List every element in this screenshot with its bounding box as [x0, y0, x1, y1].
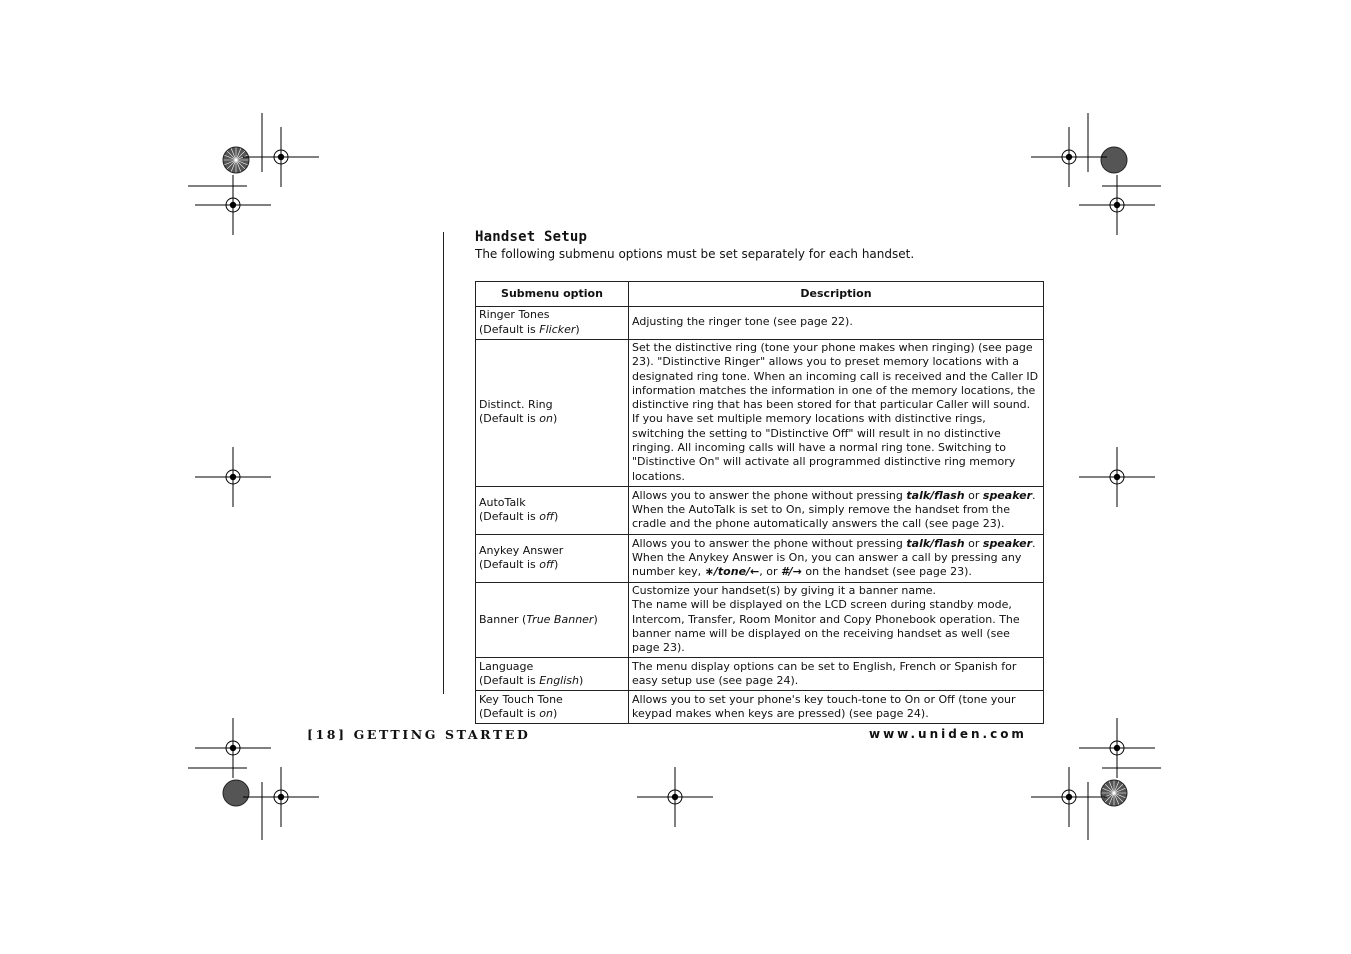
- default-value: off: [539, 509, 554, 523]
- description-cell: Allows you to set your phone's key touch-tone to On or Off (tone your keypad makes when keys are pressed) (see page 24).: [629, 691, 1044, 724]
- default-value: off: [539, 557, 554, 571]
- hash-key-label: #/→: [781, 565, 802, 579]
- description-cell: [629, 486, 1044, 534]
- description-text: , or: [759, 565, 782, 579]
- default-suffix: ): [552, 706, 558, 720]
- option-cell: [476, 658, 629, 691]
- table-row: [476, 340, 1044, 487]
- option-name: Distinct. Ring: [479, 398, 553, 412]
- speaker-key-label: speaker: [982, 488, 1033, 502]
- option-default: [479, 707, 625, 721]
- star-tone-key-label: ∗/tone/←: [704, 565, 760, 579]
- submenu-options-table: [475, 281, 1044, 724]
- option-name: AutoTalk: [479, 495, 526, 509]
- default-prefix: (Default is: [479, 673, 540, 687]
- footer-page-section: [18] GETTING STARTED: [307, 727, 531, 742]
- default-prefix: (Default is: [479, 706, 540, 720]
- intro-text: The following submenu options must be set separately for each handset.: [475, 247, 915, 261]
- table-row: [476, 582, 1044, 657]
- description-cell: [629, 534, 1044, 582]
- default-value: on: [539, 412, 553, 426]
- description-text: or: [964, 536, 983, 550]
- option-cell: [476, 582, 629, 657]
- description-text: . When the Anykey Answer is On, you can answer a call by pressing any number key,: [632, 536, 1036, 579]
- description-text: Customize your handset(s) by giving it a banner name.: [632, 583, 937, 597]
- table-row: [476, 486, 1044, 534]
- option-name: Key Touch Tone: [479, 692, 563, 706]
- crop-marks-bottom-right: [1031, 718, 1161, 840]
- description-text: . When the AutoTalk is set to On, simply remove the handset from the cradle and the phone automatically answers the call (see page 23).: [632, 488, 1036, 531]
- column-header-option: Submenu option: [476, 282, 629, 307]
- default-value: Flicker: [539, 322, 576, 336]
- default-suffix: ): [553, 557, 559, 571]
- option-default: [479, 510, 625, 524]
- default-value: on: [539, 706, 553, 720]
- speaker-key-label: speaker: [982, 536, 1033, 550]
- table-row: [476, 691, 1044, 724]
- description-text: The name will be displayed on the LCD screen during standby mode, Intercom, Transfer, Room Monitor and Copy Phonebook operation. The banner name will be displayed on the receiving handset as well (see page 23).: [632, 598, 1020, 655]
- section-heading: Handset Setup: [475, 229, 588, 245]
- description-text: Allows you to answer the phone without pressing: [632, 488, 907, 502]
- description-cell: [629, 582, 1044, 657]
- default-prefix: (Default is: [479, 322, 540, 336]
- default-suffix: ): [552, 412, 558, 426]
- option-name: Ringer Tones: [479, 308, 550, 322]
- description-text: Allows you to answer the phone without pressing: [632, 536, 907, 550]
- default-prefix: (Default is: [479, 509, 540, 523]
- default-prefix: (Default is: [479, 412, 540, 426]
- table-row: [476, 658, 1044, 691]
- option-default: [479, 558, 625, 572]
- default-suffix: ): [553, 509, 559, 523]
- table-row: [476, 534, 1044, 582]
- table-row: [476, 307, 1044, 340]
- column-header-description: Description: [629, 282, 1044, 307]
- option-cell: [476, 534, 629, 582]
- talk-flash-key-label: talk/flash: [906, 488, 965, 502]
- default-suffix: ): [575, 322, 580, 336]
- crop-marks-top-left: [188, 113, 319, 235]
- option-cell: [476, 340, 629, 487]
- description-cell: The menu display options can be set to English, French or Spanish for easy setup use (see page 24).: [629, 658, 1044, 691]
- option-default: [479, 323, 625, 337]
- default-suffix: ): [593, 612, 598, 626]
- option-cell: [476, 307, 629, 340]
- default-value: English: [539, 673, 579, 687]
- description-text: or: [964, 488, 983, 502]
- footer-website: www.uniden.com: [869, 727, 1027, 741]
- option-cell: [476, 691, 629, 724]
- default-prefix: (Default is: [479, 557, 540, 571]
- option-default: [479, 412, 625, 426]
- option-default: [479, 674, 625, 688]
- talk-flash-key-label: talk/flash: [906, 536, 965, 550]
- description-cell: Set the distinctive ring (tone your phone makes when ringing) (see page 23). "Distinctive Ringer" allows you to preset memory locations with a designated ring tone. When an incoming call is received and the Caller ID information matches the information in one of the memory locations, the distinctive ring that has been stored for that particular Caller will sound. If you have set multiple memory locations with distinctive rings, switching the setting to "Distinctive Off" will result in no distinctive ringing. All incoming calls will have a normal ring tone. Switching to "Distinctive On" will activate all programmed distinctive ring memory locations.: [629, 340, 1044, 487]
- description-cell: Adjusting the ringer tone (see page 22).: [629, 307, 1044, 340]
- option-cell: [476, 486, 629, 534]
- crop-marks-bottom-center: [637, 767, 713, 827]
- default-value: True Banner: [526, 612, 594, 626]
- crop-marks-bottom-left: [188, 718, 319, 840]
- option-name: Anykey Answer: [479, 543, 564, 557]
- crop-marks-top-right: [1031, 113, 1161, 235]
- description-text: on the handset (see page 23).: [801, 565, 972, 579]
- margin-rule: [443, 232, 444, 694]
- default-suffix: ): [579, 673, 584, 687]
- table-header-row: [476, 282, 1044, 307]
- option-name: Language: [479, 659, 534, 673]
- option-name: Banner (: [479, 612, 527, 626]
